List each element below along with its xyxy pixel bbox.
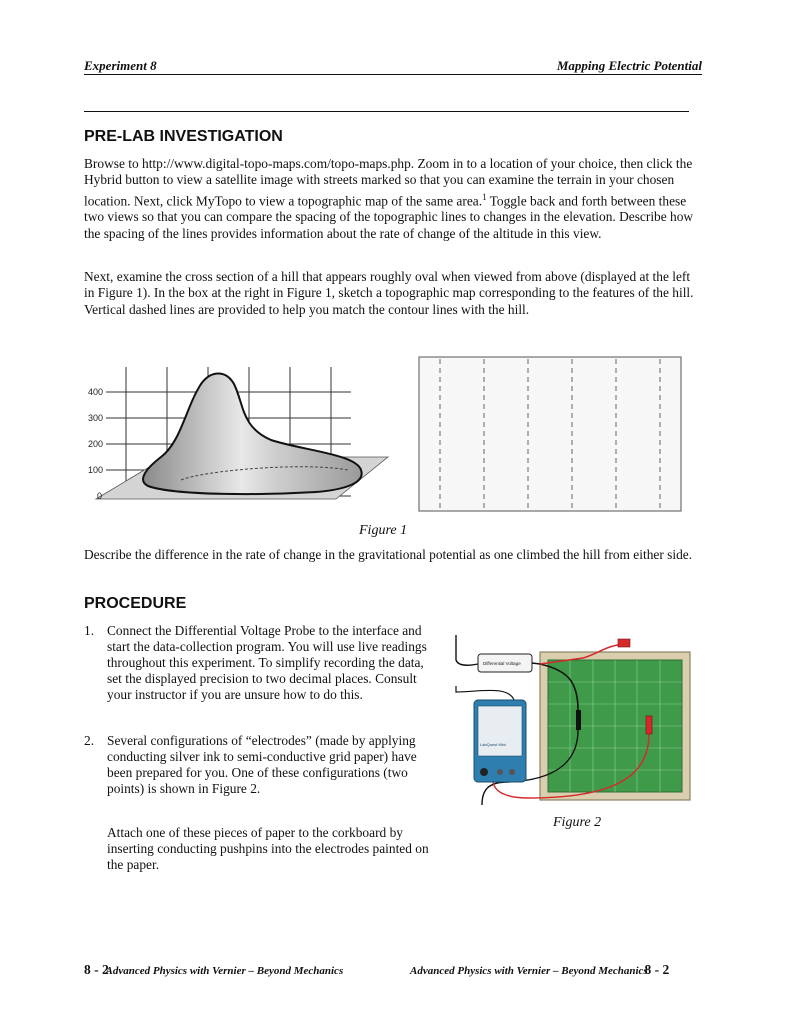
procedure-heading: PROCEDURE [84,595,187,612]
prelab-paragraph-3: Describe the difference in the rate of change in the gravitational potential as one climbed the hill from either side. [84,547,693,562]
prelab-paragraph-1: Browse to http://www.digital-topo-maps.com/topo-maps.php. Zoom in to a location of your choice, then click the Hybrid button to view a satellite image with streets marked so that you can examine the terrain in your chosen location. Next, click MyTopo to view a topographic map of the same area.$^1$ Toggle back and forth between these two views so that you can compare the spacing of the topographic lines to changes in the elevation. Describe how the spacing of the lines provides information about the rate of change of the altitude in this view. [84,156,694,241]
figure1-hill-diagram [86,362,391,512]
red-clip [618,639,630,647]
header-experiment-number: Experiment 8 [84,58,157,73]
footer-book-title-left: Advanced Physics with Vernier – Beyond Mechanics [105,965,344,977]
prelab-heading: PRE-LAB INVESTIGATION [84,128,283,145]
figure1-sketch-box [418,356,682,512]
probe-label: Differential Voltage [483,661,521,666]
footer-left [84,962,343,978]
figure1-y-tick: 200 [88,439,104,449]
probe-cable [456,635,478,665]
figure2-caption: Figure 2 [553,815,602,830]
interface-label: LabQuest Mini [480,742,506,747]
step-number: 1. [84,623,95,638]
figure1-y-tick: 300 [88,413,104,423]
procedure-step-continuation [84,825,439,873]
prelab-paragraph-2: Next, examine the cross section of a hill that appears roughly oval when viewed from above (displayed at the left in Figure 1). In the box at the right in Figure 1, sketch a topographic map corresponding to the features of the hill. Vertical dashed lines are provided to help you match the contour lines with the hill. [84,269,694,317]
header-experiment-title: Mapping Electric Potential [556,58,702,73]
footer-page-number-left: 8 - 2 [84,962,109,977]
step-text: Attach one of these pieces of paper to the corkboard by inserting conducting pushpins into the electrodes painted on the paper. [107,825,429,872]
section-rule [84,111,689,112]
figure1-caption: Figure 1 [359,523,408,538]
step-text: Several configurations of “electrodes” (made by applying conducting silver ink to semi-conductive grid paper) have been prepared for you. One of these configurations (two points) is shown in Figure 2. [107,733,417,796]
figure1-y-tick: 0 [97,491,103,501]
figure1-y-tick: 400 [88,387,104,397]
footer-right [410,962,669,978]
figure1-y-tick: 100 [88,465,104,475]
step-text: Connect the Differential Voltage Probe to the interface and start the data-collection program. You will use live readings throughout this experiment. To simplify recording the data, set the displayed precision to two decimal places. Consult your instructor if you are unsure how to do this. [107,623,427,702]
figure2-apparatus [448,630,692,812]
footer-book-title-right: Advanced Physics with Vernier – Beyond Mechanics [410,965,648,977]
black-pushpin [576,710,581,730]
footer-page-number-right: 8 - 2 [644,962,670,977]
procedure-step [84,733,439,797]
header-rule [84,74,702,75]
procedure-step [84,623,439,703]
footnote-marker: 1 [482,191,487,202]
usb-cable [456,686,514,700]
red-pushpin [646,716,652,734]
step-number: 2. [84,733,95,748]
